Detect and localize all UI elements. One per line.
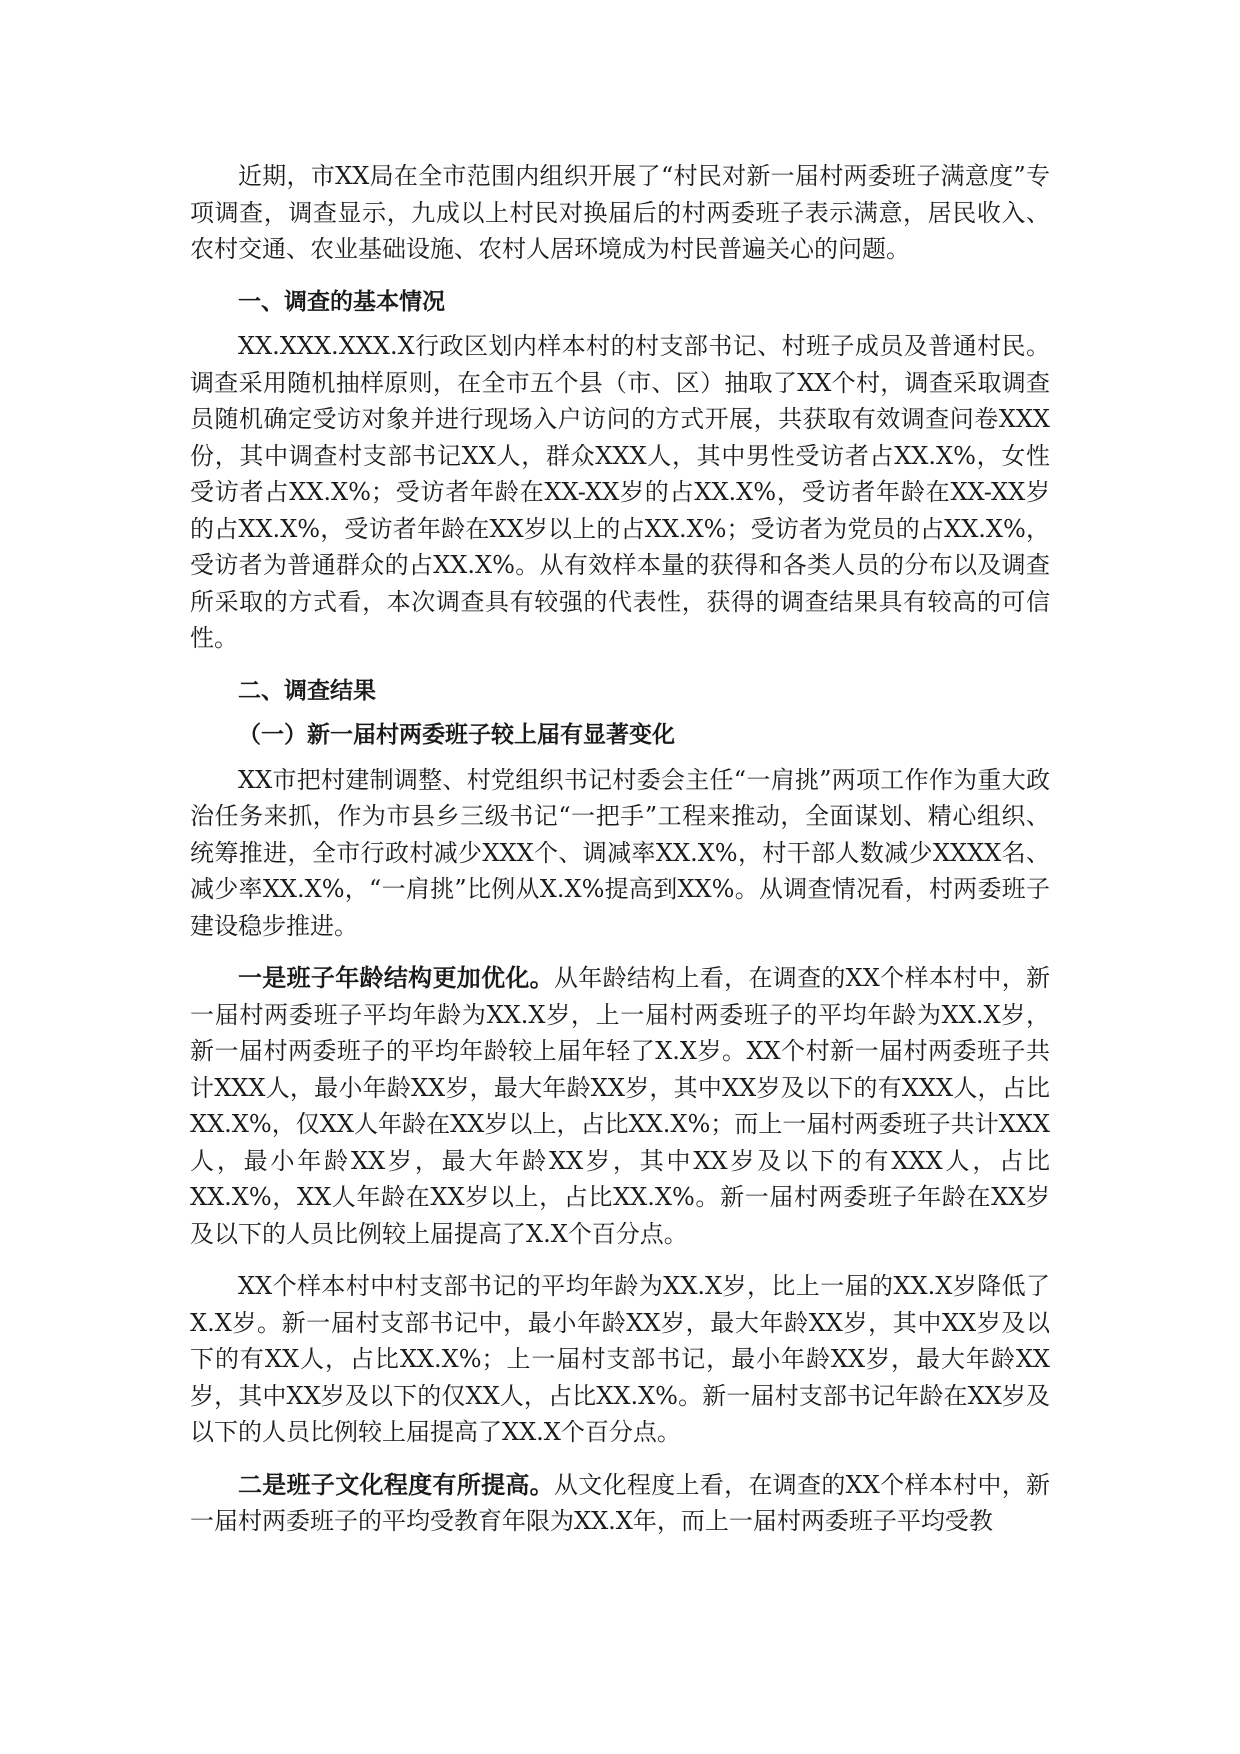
age-structure-lead: 一是班子年龄结构更加优化。 [238, 964, 554, 992]
document-page [190, 158, 1050, 1540]
secretary-age-paragraph: XX个样本村中村支部书记的平均年龄为XX.X岁，比上一届的XX.X岁降低了X.X岁。新一届村支部书记中，最小年龄XX岁，最大年龄XX岁，其中XX岁及以下的有XX人，占比XX.X%；上一届村支部书记，最小年龄XX岁，最大年龄XX岁，其中XX岁及以下的仅XX人，占比XX.X%。新一届村支部书记年龄在XX岁及以下的人员比例较上届提高了XX.X个百分点。 [190, 1272, 1050, 1446]
age-structure-body: 从年龄结构上看，在调查的XX个样本村中，新一届村两委班子平均年龄为XX.X岁，上一届村两委班子的平均年龄为XX.X岁，新一届村两委班子的平均年龄较上届年轻了X.X岁。XX个村新一届村两委班子共计XXX人，最小年龄XX岁，最大年龄XX岁，其中XX岁及以下的有XXX人，占比XX.X%，仅XX人年龄在XX岁以上，占比XX.X%；而上一届村两委班子共计XXX人，最小年龄XX岁，最大年龄XX岁，其中XX岁及以下的有XXX人，占比XX.X%，XX人年龄在XX岁以上，占比XX.X%。新一届村两委班子年龄在XX岁及以下的人员比例较上届提高了X.X个百分点。 [190, 964, 1051, 1248]
education-body: 从文化程度上看，在调查的XX个样本村中，新一届村两委班子的平均受教育年限为XX.X年，而上一届村两委班子平均受教 [190, 1470, 1051, 1535]
age-structure-paragraph [190, 960, 1050, 1252]
basic-situation-paragraph: XX.XXX.XXX.X行政区划内样本村的村支部书记、村班子成员及普通村民。调查采用随机抽样原则，在全市五个县（市、区）抽取了XX个村，调查采取调查员随机确定受访对象并进行现场入户访问的方式开展，共获取有效调查问卷XXX份，其中调查村支部书记XX人，群众XXX人，其中男性受访者占XX.X%，女性受访者占XX.X%；受访者年龄在XX-XX岁的占XX.X%，受访者年龄在XX-XX岁的占XX.X%，受访者年龄在XX岁以上的占XX.X%；受访者为党员的占XX.X%，受访者为普通群众的占XX.X%。从有效样本量的获得和各类人员的分布以及调查所采取的方式看，本次调查具有较强的代表性，获得的调查结果具有较高的可信性。 [190, 332, 1050, 652]
changes-paragraph: XX市把村建制调整、村党组织书记村委会主任“一肩挑”两项工作作为重大政治任务来抓，作为市县乡三级书记“一把手”工程来推动，全面谋划、精心组织、统筹推进，全市行政村减少XXX个、调减率XX.X%，村干部人数减少XXXX名、减少率XX.X%，“一肩挑”比例从X.X%提高到XX%。从调查情况看，村两委班子建设稳步推进。 [190, 765, 1050, 940]
education-lead: 二是班子文化程度有所提高。 [238, 1470, 554, 1499]
subsection-heading-changes: （一）新一届村两委班子较上届有显著变化 [238, 722, 675, 748]
intro-paragraph: 近期，市XX局在全市范围内组织开展了“村民对新一届村两委班子满意度”专项调查，调查显示，九成以上村民对换届后的村两委班子表示满意，居民收入、农村交通、农业基础设施、农村人居环境成为村民普遍关心的问题。 [190, 162, 1050, 263]
education-paragraph [190, 1467, 1050, 1540]
section-heading-basic-situation: 一、调查的基本情况 [238, 288, 445, 315]
section-heading-results: 二、调查结果 [238, 677, 376, 704]
